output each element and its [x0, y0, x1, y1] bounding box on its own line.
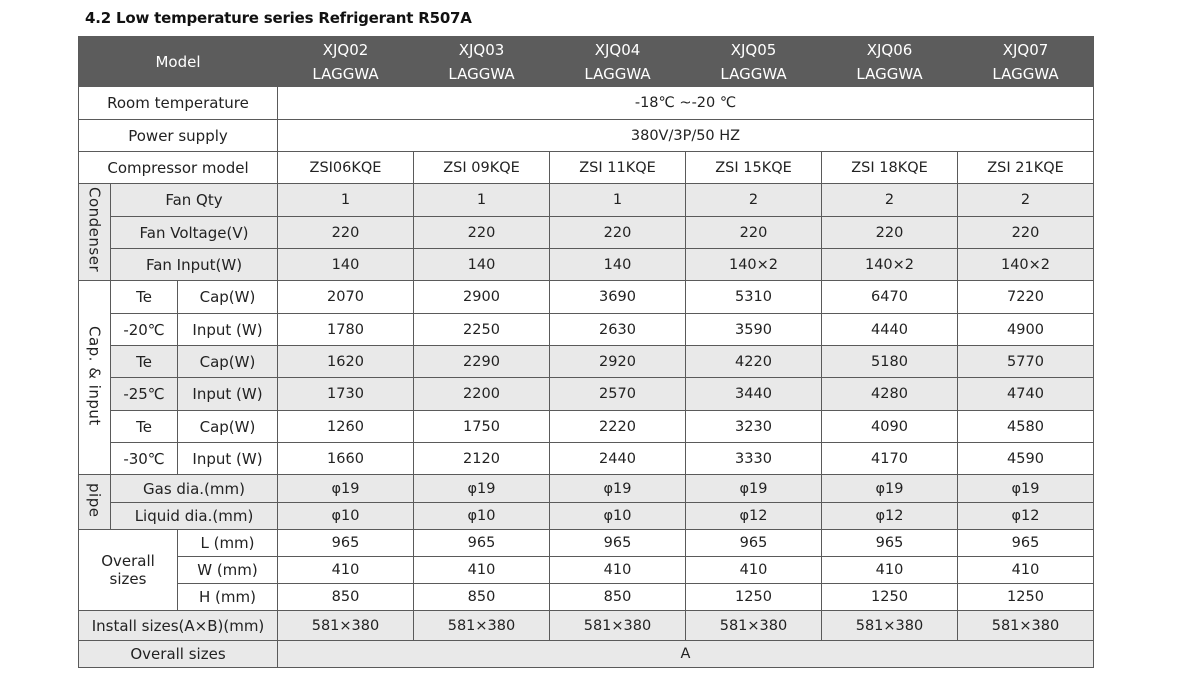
table-cell: 965 [278, 530, 414, 557]
temp-label: -30℃ [111, 443, 178, 475]
table-cell: 965 [550, 530, 686, 557]
cap-row [79, 411, 1094, 443]
row-label: Cap(W) [178, 346, 278, 378]
table-cell: 1620 [278, 346, 414, 378]
cap-row [79, 346, 1094, 378]
table-cell: 410 [550, 557, 686, 584]
table-cell: 965 [822, 530, 958, 557]
table-cell: ZSI 15KQE [686, 152, 822, 184]
overall-row [79, 530, 1094, 557]
table-cell: 581×380 [278, 611, 414, 641]
pipe-row [79, 503, 1094, 530]
row-label: Cap(W) [178, 411, 278, 443]
table-cell: 4740 [958, 378, 1094, 411]
table-cell: 3230 [686, 411, 822, 443]
spec-table [78, 36, 1094, 668]
table-cell: φ19 [958, 475, 1094, 503]
table-cell: 2900 [414, 281, 550, 314]
table-cell: 220 [278, 217, 414, 249]
input-row [79, 443, 1094, 475]
condenser-row [79, 249, 1094, 281]
table-cell: 6470 [822, 281, 958, 314]
table-cell: 581×380 [414, 611, 550, 641]
table-cell: 4170 [822, 443, 958, 475]
row-label: Power supply [79, 120, 278, 152]
table-cell: φ10 [550, 503, 686, 530]
row-label: Install sizes(A×B)(mm) [79, 611, 278, 641]
table-cell: φ19 [278, 475, 414, 503]
row-label: W (mm) [178, 557, 278, 584]
table-cell: ZSI 11KQE [550, 152, 686, 184]
install-sizes-row [79, 611, 1094, 641]
table-cell: 4090 [822, 411, 958, 443]
table-cell: φ19 [686, 475, 822, 503]
table-cell: 4440 [822, 314, 958, 346]
table-cell: 2 [822, 184, 958, 217]
table-cell: 2220 [550, 411, 686, 443]
section-title: 4.2 Low temperature series Refrigerant R507A [85, 9, 472, 27]
table-cell: 410 [686, 557, 822, 584]
table-cell: 3590 [686, 314, 822, 346]
model-cell: XJQ02 LAGGWA [278, 37, 414, 87]
table-cell: 410 [414, 557, 550, 584]
table-cell: ZSI06KQE [278, 152, 414, 184]
row-label: Compressor model [79, 152, 278, 184]
table-cell: 1260 [278, 411, 414, 443]
table-cell: 1660 [278, 443, 414, 475]
table-cell: 2 [958, 184, 1094, 217]
table-cell: 4900 [958, 314, 1094, 346]
table-cell: 850 [550, 584, 686, 611]
table-cell: 1780 [278, 314, 414, 346]
pipe-group-label: pipe [79, 475, 111, 530]
model-cell: XJQ07 LAGGWA [958, 37, 1094, 87]
table-cell: 140×2 [822, 249, 958, 281]
table-cell: φ12 [958, 503, 1094, 530]
table-cell: 220 [414, 217, 550, 249]
row-label: Input (W) [178, 314, 278, 346]
table-cell: 140×2 [686, 249, 822, 281]
overall-sizes-value: A [278, 641, 1094, 668]
header-row [79, 37, 1094, 87]
condenser-group-label: Condenser [79, 184, 111, 281]
table-cell: 410 [278, 557, 414, 584]
table-cell: φ10 [414, 503, 550, 530]
room-temperature-row [79, 87, 1094, 120]
table-cell: 965 [958, 530, 1094, 557]
row-label: Room temperature [79, 87, 278, 120]
table-cell: 850 [414, 584, 550, 611]
table-cell: 5770 [958, 346, 1094, 378]
table-cell: 2440 [550, 443, 686, 475]
row-label: H (mm) [178, 584, 278, 611]
table-cell: 2290 [414, 346, 550, 378]
table-cell: 140×2 [958, 249, 1094, 281]
table-cell: φ19 [822, 475, 958, 503]
table-cell: 965 [414, 530, 550, 557]
table-cell: 1250 [822, 584, 958, 611]
table-cell: 4580 [958, 411, 1094, 443]
row-label: Gas dia.(mm) [111, 475, 278, 503]
table-cell: φ19 [414, 475, 550, 503]
table-cell: 2250 [414, 314, 550, 346]
table-cell: 220 [822, 217, 958, 249]
temp-label: -25℃ [111, 378, 178, 411]
table-cell: 3690 [550, 281, 686, 314]
cap-row [79, 281, 1094, 314]
table-cell: 2920 [550, 346, 686, 378]
table-cell: 581×380 [686, 611, 822, 641]
table-cell: 410 [958, 557, 1094, 584]
table-cell: 581×380 [822, 611, 958, 641]
overall-sizes-row [79, 641, 1094, 668]
table-cell: 3440 [686, 378, 822, 411]
table-cell: ZSI 09KQE [414, 152, 550, 184]
table-cell: φ12 [822, 503, 958, 530]
row-label: Overall sizes [79, 641, 278, 668]
table-cell: 2070 [278, 281, 414, 314]
model-header: Model [79, 37, 278, 87]
pipe-row [79, 475, 1094, 503]
table-cell: 1730 [278, 378, 414, 411]
table-cell: 2570 [550, 378, 686, 411]
table-cell: 5310 [686, 281, 822, 314]
table-cell: 1 [278, 184, 414, 217]
row-label: Fan Voltage(V) [111, 217, 278, 249]
row-label: Fan Input(W) [111, 249, 278, 281]
model-cell: XJQ03 LAGGWA [414, 37, 550, 87]
temp-label: -20℃ [111, 314, 178, 346]
model-cell: XJQ04 LAGGWA [550, 37, 686, 87]
table-cell: 1250 [686, 584, 822, 611]
te-label: Te [111, 411, 178, 443]
model-cell: XJQ06 LAGGWA [822, 37, 958, 87]
row-label: L (mm) [178, 530, 278, 557]
table-cell: 1750 [414, 411, 550, 443]
row-label: Cap(W) [178, 281, 278, 314]
table-cell: 140 [550, 249, 686, 281]
row-label: Input (W) [178, 378, 278, 411]
table-cell: 220 [686, 217, 822, 249]
table-cell: 7220 [958, 281, 1094, 314]
table-cell: 850 [278, 584, 414, 611]
compressor-model-row [79, 152, 1094, 184]
table-cell: 410 [822, 557, 958, 584]
table-cell: 2200 [414, 378, 550, 411]
row-label: Input (W) [178, 443, 278, 475]
power-supply-value: 380V/3P/50 HZ [278, 120, 1094, 152]
table-cell: 2 [686, 184, 822, 217]
room-temperature-value: -18℃ ~-20 ℃ [278, 87, 1094, 120]
table-cell: 2630 [550, 314, 686, 346]
table-cell: φ19 [550, 475, 686, 503]
te-label: Te [111, 281, 178, 314]
table-cell: 581×380 [550, 611, 686, 641]
row-label: Fan Qty [111, 184, 278, 217]
cap-input-group-label: Cap. & input [79, 281, 111, 475]
model-cell: XJQ05 LAGGWA [686, 37, 822, 87]
te-label: Te [111, 346, 178, 378]
table-cell: 140 [414, 249, 550, 281]
table-cell: 1250 [958, 584, 1094, 611]
table-cell: 5180 [822, 346, 958, 378]
table-cell: 1 [414, 184, 550, 217]
table-cell: 581×380 [958, 611, 1094, 641]
condenser-row [79, 184, 1094, 217]
input-row [79, 314, 1094, 346]
table-cell: ZSI 18KQE [822, 152, 958, 184]
input-row [79, 378, 1094, 411]
power-supply-row [79, 120, 1094, 152]
table-cell: 220 [958, 217, 1094, 249]
table-cell: φ10 [278, 503, 414, 530]
table-cell: φ12 [686, 503, 822, 530]
table-cell: 3330 [686, 443, 822, 475]
overall-row [79, 557, 1094, 584]
table-cell: 220 [550, 217, 686, 249]
table-cell: 2120 [414, 443, 550, 475]
row-label: Liquid dia.(mm) [111, 503, 278, 530]
table-cell: 4220 [686, 346, 822, 378]
overall-row [79, 584, 1094, 611]
condenser-row [79, 217, 1094, 249]
table-cell: 4590 [958, 443, 1094, 475]
table-cell: ZSI 21KQE [958, 152, 1094, 184]
overall-sizes-label: Overall sizes [79, 530, 178, 611]
table-cell: 140 [278, 249, 414, 281]
table-cell: 1 [550, 184, 686, 217]
table-cell: 4280 [822, 378, 958, 411]
table-cell: 965 [686, 530, 822, 557]
